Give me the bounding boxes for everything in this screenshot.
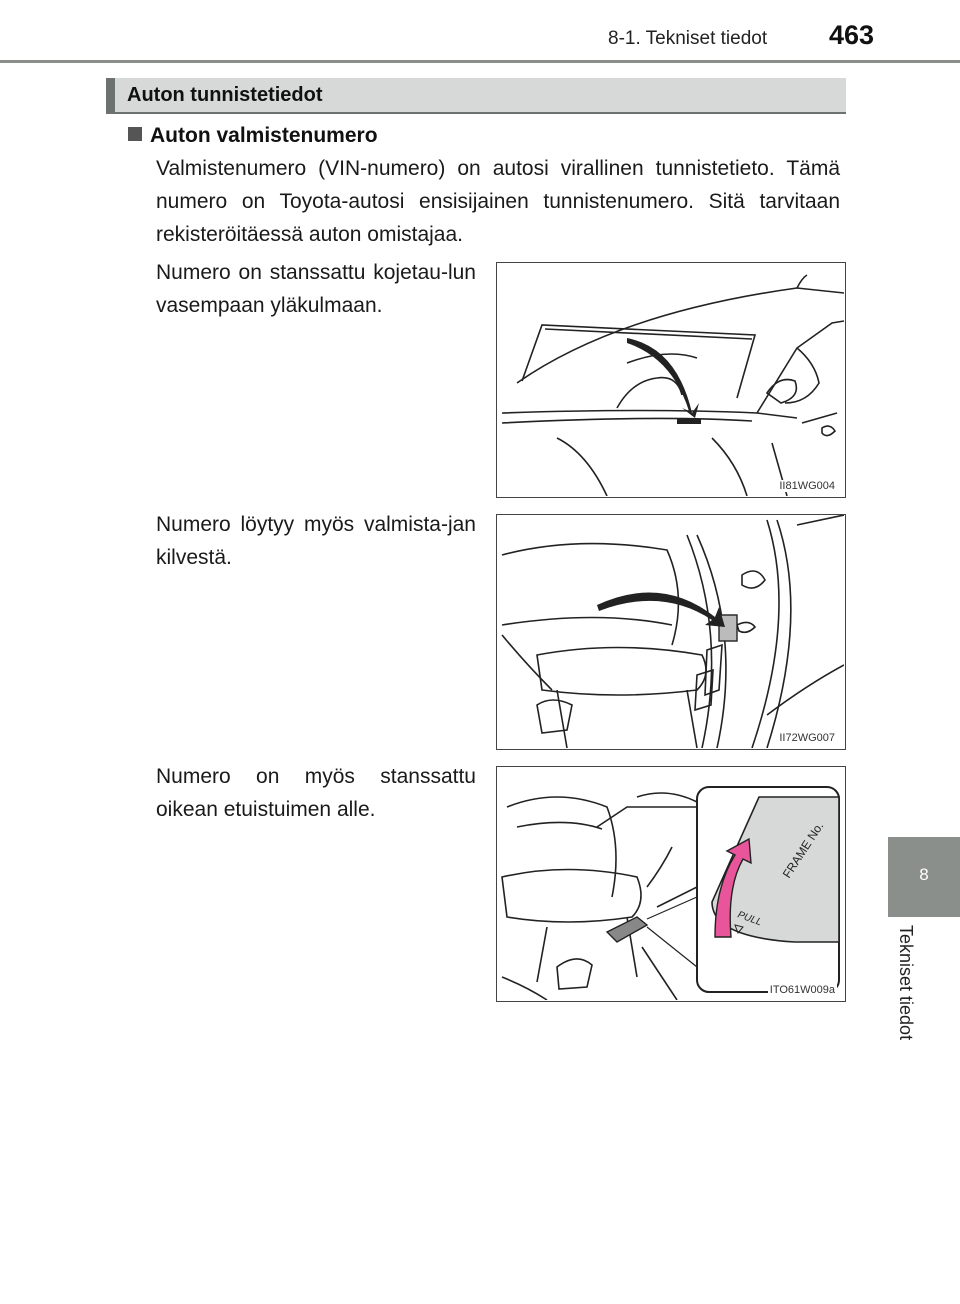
chapter-number: 8 xyxy=(919,865,929,884)
section-bar-accent xyxy=(106,78,115,112)
figure-manufacturer-plate xyxy=(496,514,846,750)
callout-line xyxy=(647,927,697,967)
vin-plate-marker xyxy=(677,419,701,424)
section-title: Auton tunnistetiedot xyxy=(127,84,323,106)
dashboard-illustration xyxy=(497,263,844,496)
figure-code: II81WG004 xyxy=(779,480,835,492)
item-3-text: Numero on myös stanssattu oikean etuistuimen alle. xyxy=(156,765,476,821)
header-section-title: 8-1. Tekniset tiedot xyxy=(608,28,768,49)
subsection-heading xyxy=(128,124,378,148)
subsection-title: Auton valmistenumero xyxy=(150,124,378,147)
square-bullet-icon xyxy=(128,127,142,141)
section-title-bar xyxy=(106,78,846,114)
door-pillar-illustration xyxy=(497,515,844,748)
item-1-text: Numero on stanssattu kojetau-lun vasempaan yläkulmaan. xyxy=(156,261,476,317)
chapter-tab xyxy=(888,837,960,917)
figure-dashboard-vin xyxy=(496,262,846,498)
pull-label: PULL xyxy=(735,909,764,929)
item-2-text: Numero löytyy myös valmista-jan kilvestä. xyxy=(156,513,476,569)
header-divider xyxy=(0,60,960,63)
seat-floor-illustration xyxy=(497,767,844,1000)
figure-code: II72WG007 xyxy=(779,732,835,744)
frame-number-label: FRAME No. xyxy=(779,819,827,881)
figure-code: ITO61W009a xyxy=(769,984,835,996)
intro-paragraph: Valmistenumero (VIN-numero) on autosi virallinen tunnistetieto. Tämä numero on Toyota-autosi ensisijainen tunnistenumero. Sitä tarvitaan rekisteröitäessä auton omistajaa. xyxy=(156,157,840,246)
figure-frame-number xyxy=(496,766,846,1002)
page-number: 463 xyxy=(829,20,875,50)
chapter-label: Tekniset tiedot xyxy=(896,925,916,1041)
